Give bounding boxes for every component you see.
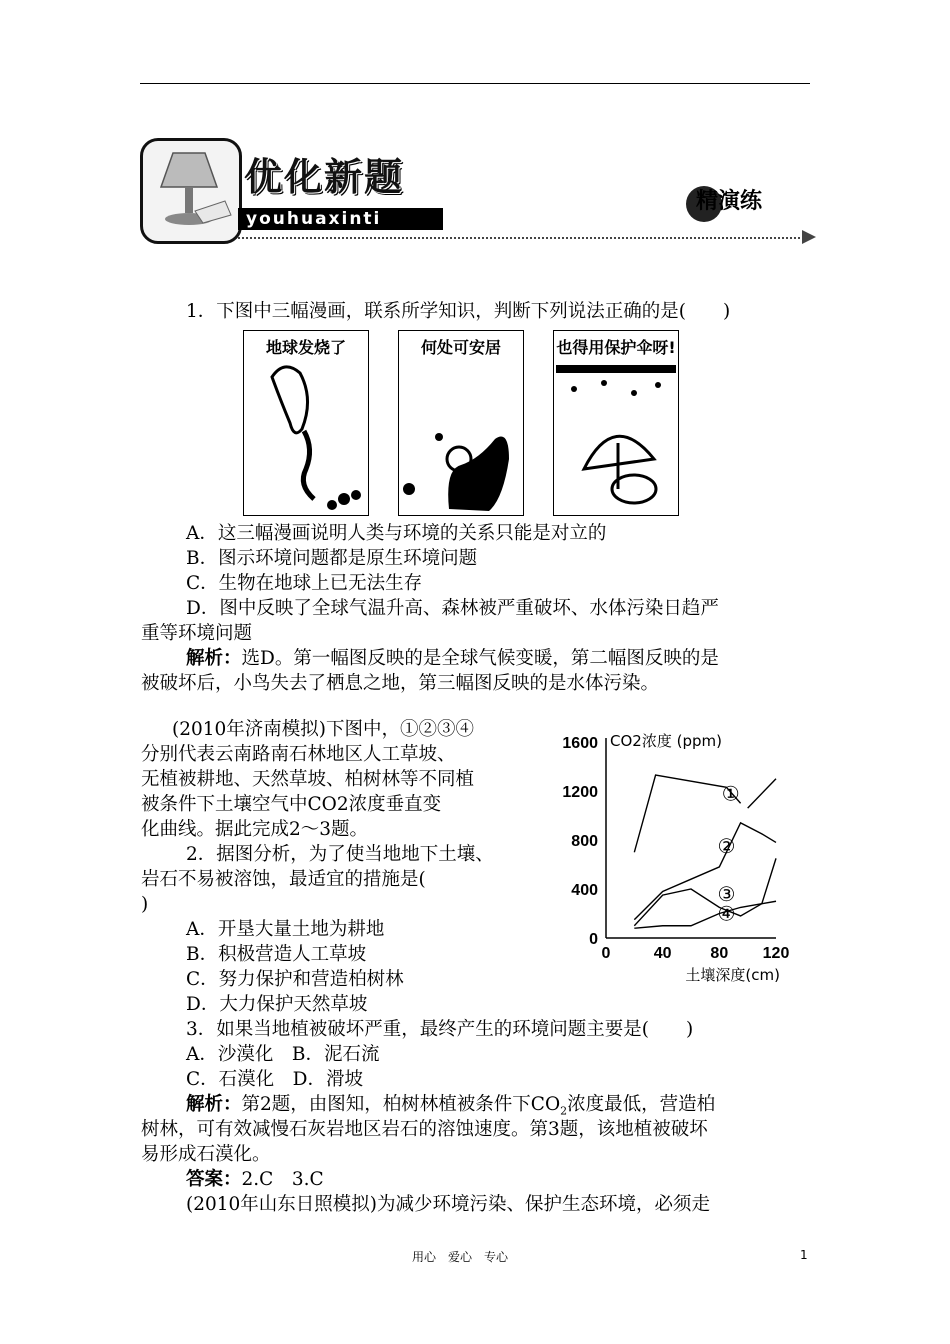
series-line [634,901,776,928]
q3-options-2: C．石漠化 D．滑坡 [186,1069,363,1090]
last-line: (2010年山东日照模拟)为减少环境污染、保护生态环境，必须走 [186,1194,711,1215]
cartoon-1 [243,330,369,516]
x-tick-label: 0 [601,945,611,962]
page-number: 1 [800,1248,808,1262]
series-label: ② [717,834,736,859]
series-line [748,779,776,808]
cartoon-2 [398,330,524,516]
q1-option-a: A．这三幅漫画说明人类与环境的关系只能是对立的 [186,523,607,544]
intro-line-3: 无植被耕地、天然草坡、柏树林等不同植 [141,769,475,790]
header-rule [140,83,810,84]
x-tick-label: 40 [653,945,672,962]
analysis2-line3: 易形成石漠化。 [141,1144,271,1165]
answer-label: 答案： [186,1169,242,1190]
cartoon-2-drawing [399,359,523,515]
y-tick-label: 0 [589,931,598,948]
lamp-icon [140,138,242,244]
y-tick-label: 800 [571,833,598,850]
q1-option-b: B．图示环境问题都是原生环境问题 [186,548,478,569]
q1-stem: 1．下图中三幅漫画，联系所学知识，判断下列说法正确的是( ) [186,301,731,322]
series-label: ③ [717,881,736,906]
intro-line-4: 被条件下土壤空气中CO2浓度垂直变 [141,794,442,815]
cartoon-2-caption: 何处可安居 [420,338,501,357]
q3-options-1: A．沙漠化 B．泥石流 [186,1044,380,1065]
intro-line-1: (2010年济南模拟)下图中，①②③④ [172,719,475,740]
q2-stem-1: 2．据图分析，为了使当地地下土壤、 [186,844,494,865]
analysis2-label: 解析： [186,1094,242,1115]
q1-analysis-line2: 被破坏后，小鸟失去了栖息之地，第三幅图反映的是水体污染。 [141,673,660,694]
cartoon-1-caption: 地球发烧了 [265,338,346,357]
section-pinyin: youhuaxinti [238,208,443,230]
x-axis-label: 土壤深度(cm) [685,966,780,984]
series-line [634,858,776,925]
x-tick-label: 80 [710,945,729,962]
cartoon-3-drawing [554,359,678,515]
x-tick-label: 120 [762,945,790,962]
q2-stem-3: ) [141,894,149,915]
badge-label: 精演练 [696,189,763,214]
q2-stem-2: 岩石不易被溶蚀，最适宜的措施是( [141,869,426,890]
q1-option-c: C．生物在地球上已无法生存 [186,573,423,594]
intro-line-5: 化曲线。据此完成2～3题。 [141,819,369,840]
answer-text: 2.C 3.C [241,1169,324,1190]
cartoon-3 [553,330,679,516]
answer-line [186,1167,324,1192]
q1-analysis-label: 解析： [186,648,242,669]
section-banner [140,138,820,250]
series-label: ① [721,781,740,806]
cartoon-1-drawing [244,359,368,515]
q3-stem: 3．如果当地植被破坏严重，最终产生的环境问题主要是( ) [186,1019,694,1040]
y-tick-label: 1200 [562,784,598,801]
arrow-right-icon [802,230,816,244]
q1-analysis-text: 选D。第一幅图反映的是全球气候变暖，第二幅图反映的是 [241,648,719,669]
y-tick-label: 400 [571,882,598,899]
dotted-divider [238,237,808,239]
y-axis-label: CO2浓度 (ppm) [610,732,722,750]
q1-option-d: D．图中反映了全球气温升高、森林被严重破坏、水体污染日趋严 [186,598,719,619]
footer-motto: 用心 爱心 专心 [412,1250,509,1264]
q2-option-b: B．积极营造人工草坡 [186,944,367,965]
series-label: ④ [717,901,736,926]
co2-chart [556,718,816,986]
analysis2-text-a: 第2题，由图知，柏树林植被条件下CO [241,1094,561,1115]
cartoon-3-caption: 也得用保护伞呀! [556,338,676,357]
analysis2-sub: 2 [560,1104,568,1118]
analysis2-line2: 树林，可有效减慢石灰岩地区岩石的溶蚀速度。第3题，该地植被破坏 [141,1119,708,1140]
q1-option-d-cont: 重等环境问题 [141,623,253,644]
q1-analysis-line1 [186,646,719,671]
intro-line-2: 分别代表云南路南石林地区人工草坡、 [141,744,456,765]
section-badge [696,184,762,215]
analysis2-text-b: 浓度最低，营造柏 [567,1094,716,1115]
q2-option-c: C．努力保护和营造柏树林 [186,969,404,990]
q2-option-d: D．大力保护天然草坡 [186,994,368,1015]
q2-option-a: A．开垦大量土地为耕地 [186,919,385,940]
section-title: 优化新题 [244,155,405,199]
y-tick-label: 1600 [562,735,598,752]
